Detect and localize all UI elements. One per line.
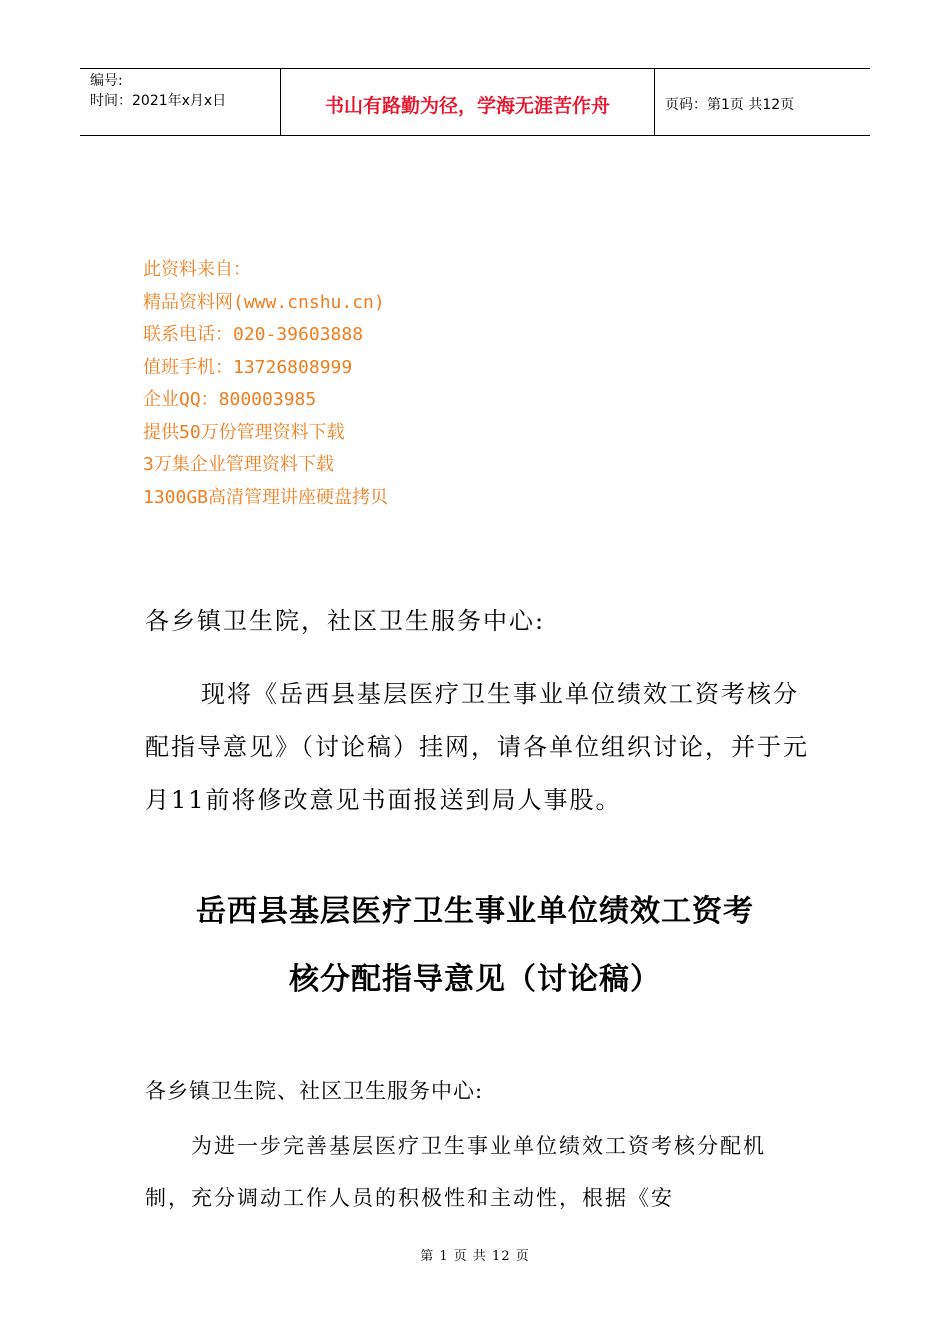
notice-salutation: 各乡镇卫生院，社区卫生服务中心: xyxy=(145,607,546,635)
page-header xyxy=(80,68,870,136)
header-meta-cell xyxy=(80,69,281,135)
source-info-line: 此资料来自： xyxy=(143,259,251,280)
document-title-line-2: 核分配指导意见（讨论稿） xyxy=(289,962,661,997)
header-page-info: 页码：第1页 共12页 xyxy=(665,97,795,113)
header-page-cell xyxy=(655,69,870,135)
document-title-line-1: 岳西县基层医疗卫生事业单位绩效工资考 xyxy=(196,894,754,929)
source-info-line: 联系电话：020-39603888 xyxy=(143,324,364,345)
header-motto-cell xyxy=(281,69,655,135)
document-date-label: 时间：2021年x月x日 xyxy=(90,93,227,109)
source-info-line: 提供50万份管理资料下载 xyxy=(143,421,345,443)
document-salutation: 各乡镇卫生院、社区卫生服务中心: xyxy=(145,1079,484,1103)
source-info-block xyxy=(143,254,388,514)
header-motto: 书山有路勤为径，学海无涯苦作舟 xyxy=(324,94,610,117)
source-info-line: 企业QQ：800003985 xyxy=(143,389,317,410)
document-number-label: 编号: xyxy=(90,73,123,89)
source-info-line: 精品资料网(www.cnshu.cn) xyxy=(143,291,385,313)
notice-paragraph: 现将《岳西县基层医疗卫生事业单位绩效工资考核分配指导意见》（讨论稿）挂网，请各单位组织讨论，并于元月11前将修改意见书面报送到局人事股。 xyxy=(145,680,809,814)
page-footer: 第 1 页 共 12 页 xyxy=(420,1249,530,1264)
source-info-line: 值班手机：13726808999 xyxy=(143,356,353,378)
source-info-line: 3万集企业管理资料下载 xyxy=(143,454,334,475)
document-paragraph: 为进一步完善基层医疗卫生事业单位绩效工资考核分配机制，充分调动工作人员的积极性和主动性，根据《安 xyxy=(145,1134,766,1210)
source-info-line: 1300GB高清管理讲座硬盘拷贝 xyxy=(143,486,389,508)
